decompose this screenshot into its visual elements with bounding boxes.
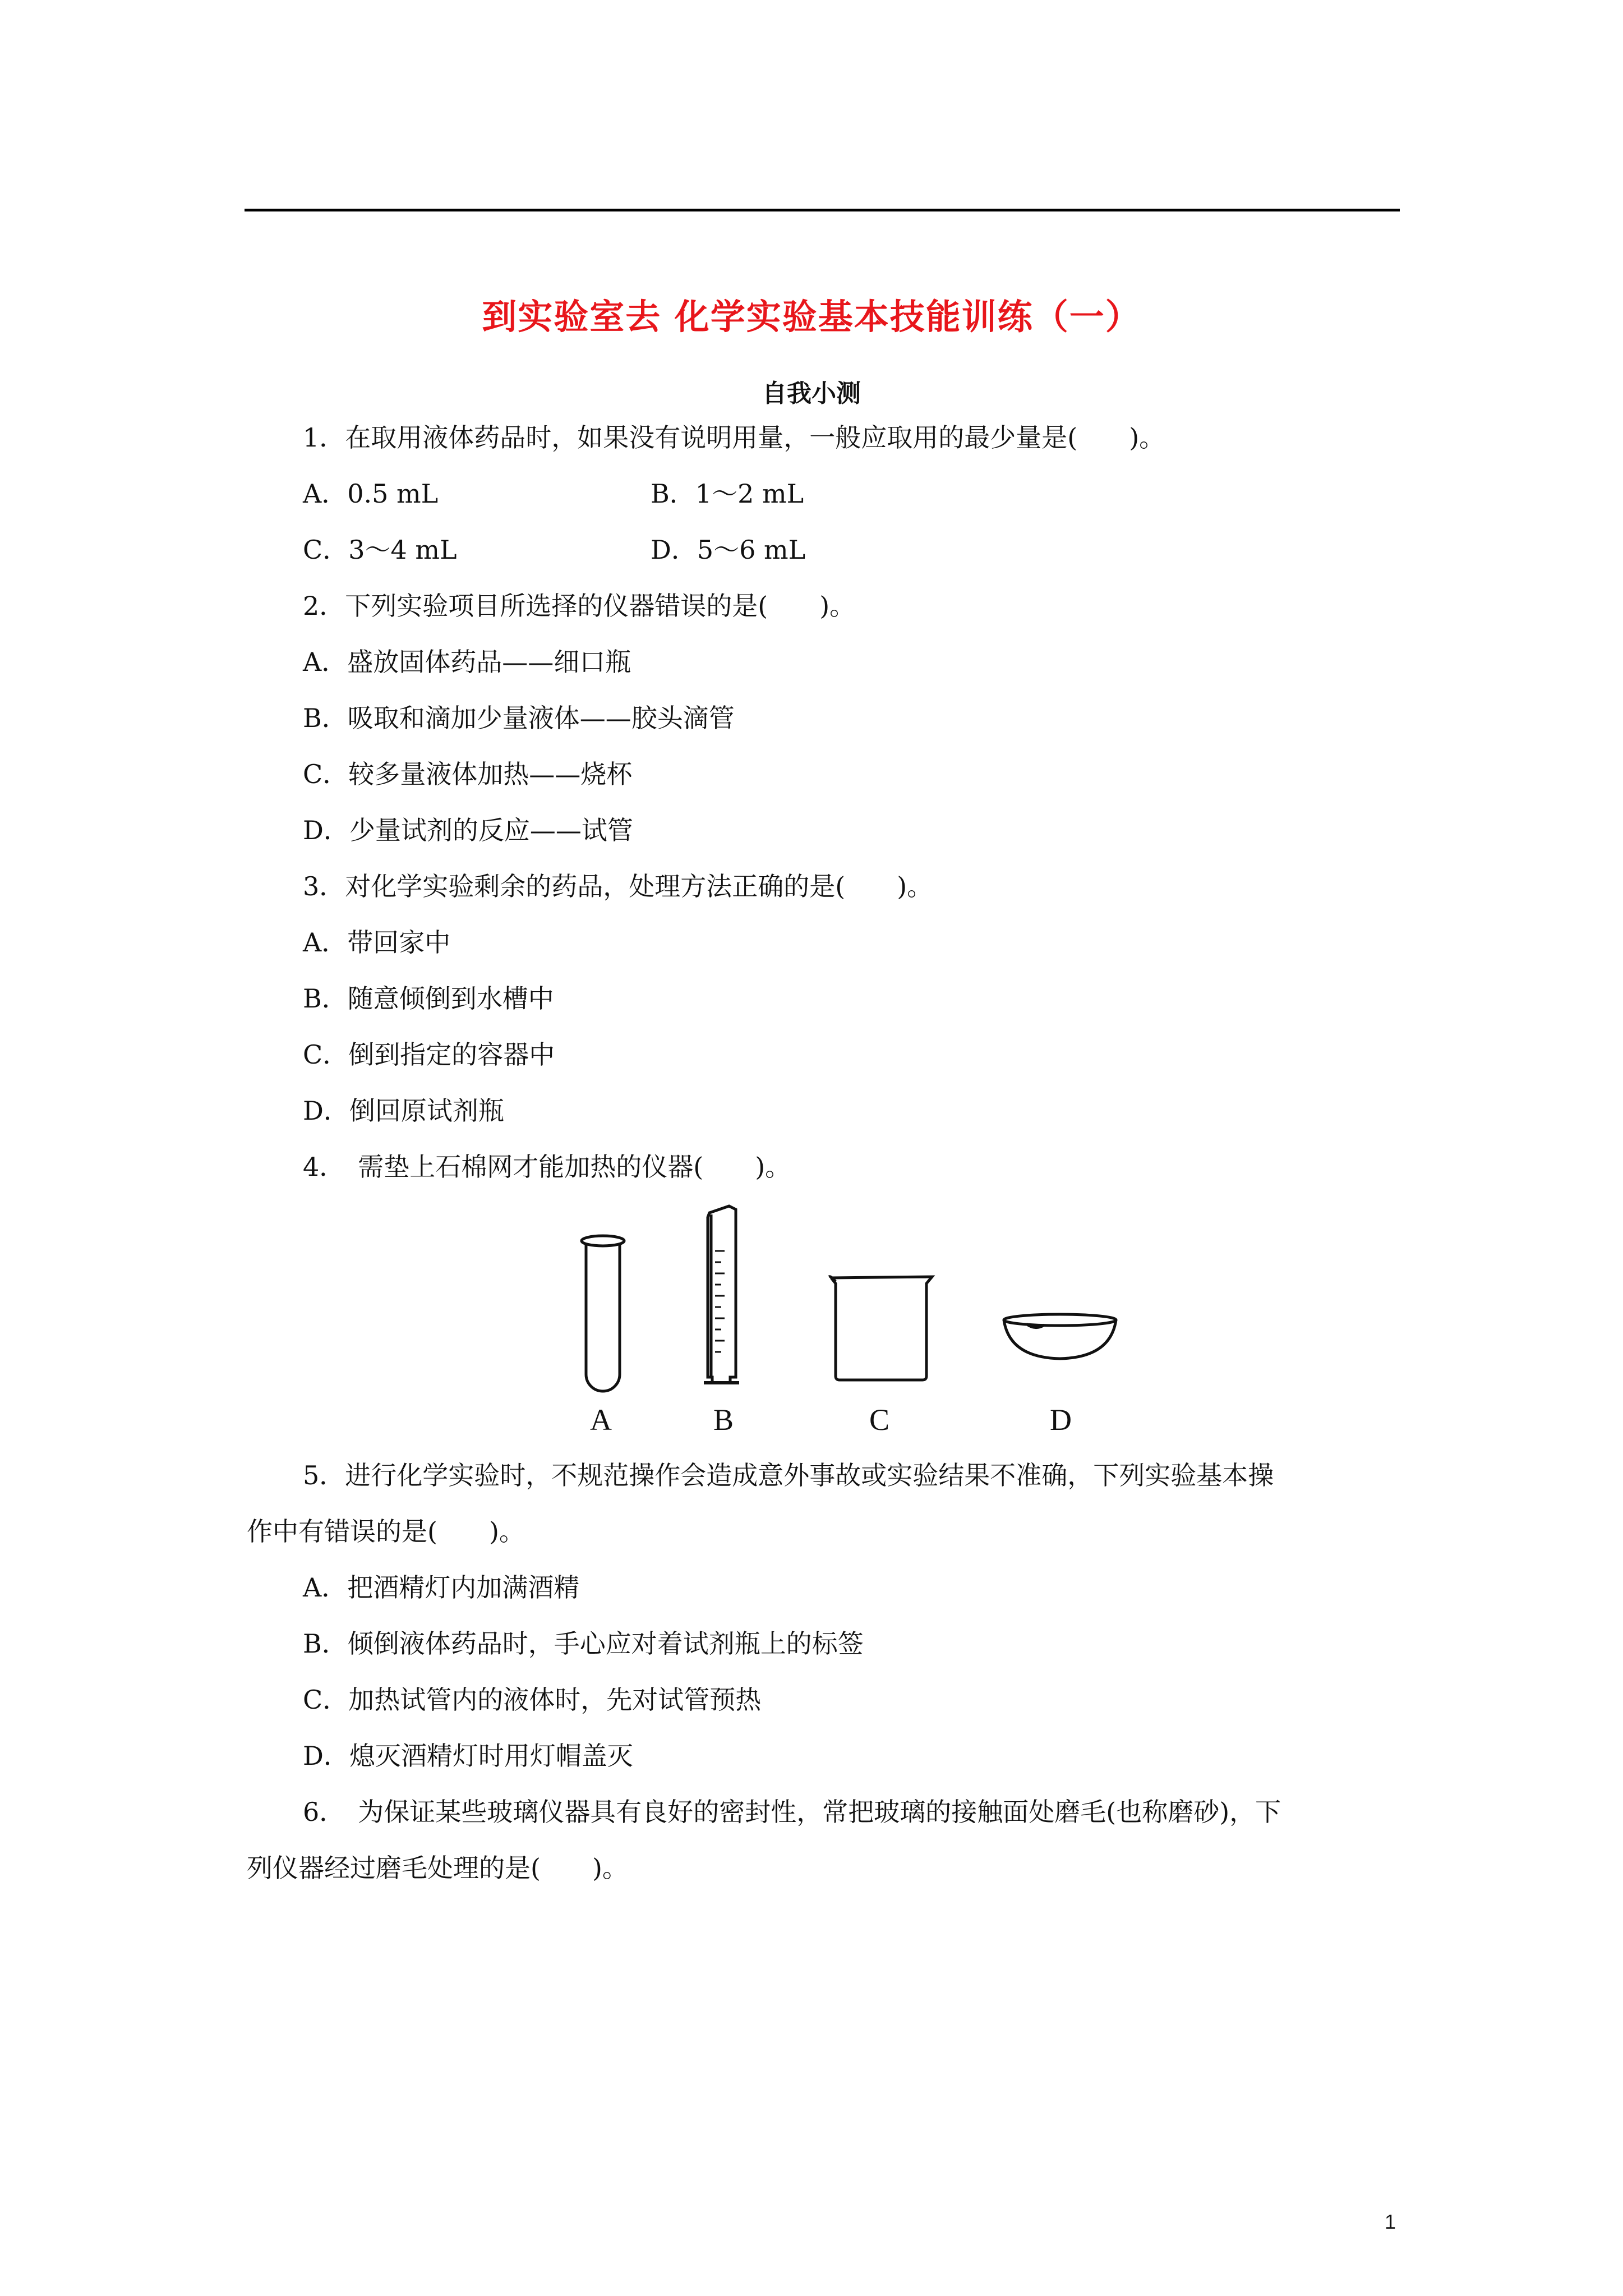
question-3-stem: 3．对化学实验剩余的药品，处理方法正确的是( )。 xyxy=(303,871,933,901)
question-6-stem-line-1: 6． 为保证某些玻璃仪器具有良好的密封性，常把玻璃的接触面处磨毛(也称磨砂)，下 xyxy=(303,1797,1281,1827)
question-5-option-a: A．把酒精灯内加满酒精 xyxy=(303,1572,580,1603)
question-1-stem: 1．在取用液体药品时，如果没有说明用量，一般应取用的最少量是( )。 xyxy=(303,422,1165,453)
test-tube-icon xyxy=(582,1236,624,1391)
question-3-option-c: C．倒到指定的容器中 xyxy=(303,1039,555,1070)
question-5-stem-line-2: 作中有错误的是( )。 xyxy=(247,1516,525,1547)
question-6-stem-line-2: 列仪器经过磨毛处理的是( )。 xyxy=(247,1853,628,1883)
section-subtitle: 自我小测 xyxy=(762,379,861,408)
question-4-stem: 4． 需垫上石棉网才能加热的仪器( )。 xyxy=(303,1152,791,1182)
question-5-stem-line-1: 5．进行化学实验时，不规范操作会造成意外事故或实验结果不准确，下列实验基本操 xyxy=(303,1460,1274,1490)
question-2-option-d: D．少量试剂的反应——试管 xyxy=(303,815,633,845)
apparatus-figure xyxy=(561,1200,1178,1453)
question-1-option-d: D．5～6 mL xyxy=(651,535,806,565)
figure-label-b: B xyxy=(713,1403,734,1437)
question-1-option-c: C．3～4 mL xyxy=(303,535,457,565)
question-3-option-a: A．带回家中 xyxy=(303,927,451,958)
question-1-option-b: B．1～2 mL xyxy=(651,478,804,509)
page-title: 到实验室去 化学实验基本技能训练（一） xyxy=(482,296,1141,337)
evaporating-dish-icon xyxy=(1004,1314,1116,1359)
page-number: 1 xyxy=(1384,2210,1396,2233)
question-1-option-a: A．0.5 mL xyxy=(303,478,439,509)
header-rule xyxy=(245,209,1400,211)
question-5-option-d: D．熄灭酒精灯时用灯帽盖灭 xyxy=(303,1741,633,1771)
beaker-icon xyxy=(829,1277,932,1380)
graduated-cylinder-icon xyxy=(704,1206,739,1383)
figure-label-a: A xyxy=(590,1403,612,1437)
question-2-option-a: A．盛放固体药品——细口瓶 xyxy=(303,647,631,677)
figure-label-d: D xyxy=(1050,1403,1072,1437)
figure-label-c: C xyxy=(869,1403,890,1437)
question-5-option-b: B．倾倒液体药品时，手心应对着试剂瓶上的标签 xyxy=(303,1628,864,1659)
question-3-option-b: B．随意倾倒到水槽中 xyxy=(303,983,554,1014)
question-2-stem: 2．下列实验项目所选择的仪器错误的是( )。 xyxy=(303,591,856,621)
question-2-option-c: C．较多量液体加热——烧杯 xyxy=(303,759,633,789)
question-2-option-b: B．吸取和滴加少量液体——胶头滴管 xyxy=(303,703,735,733)
question-3-option-d: D．倒回原试剂瓶 xyxy=(303,1096,504,1126)
question-5-option-c: C．加热试管内的液体时，先对试管预热 xyxy=(303,1685,762,1715)
